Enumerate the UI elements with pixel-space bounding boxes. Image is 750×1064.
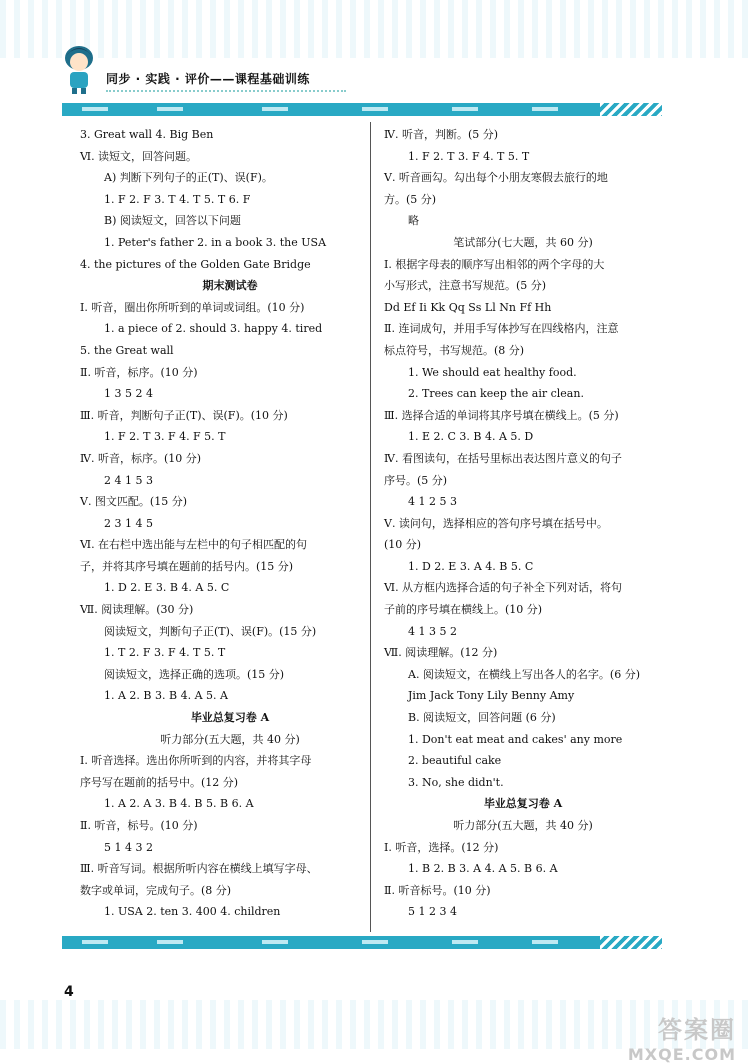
answer-line: 1. E 2. C 3. B 4. A 5. D — [408, 430, 534, 444]
band-tick — [362, 940, 388, 944]
answer-line: 听力部分(五大题，共 40 分) — [453, 819, 593, 832]
band-tick — [157, 107, 183, 111]
watermark — [628, 1010, 736, 1064]
answer-line: Ⅳ. 听音，判断。(5 分) — [384, 128, 499, 141]
answer-line: Dd Ef Ii Kk Qq Ss Ll Nn Ff Hh — [384, 300, 552, 314]
answer-line: 1 3 5 2 4 — [104, 387, 153, 401]
answer-line: Ⅵ. 从方框内选择合适的句子补全下列对话，将句 — [384, 581, 623, 595]
answer-line: Ⅴ. 图文匹配。(15 分) — [80, 495, 188, 509]
answer-line: Ⅱ. 听音，标序。(10 分) — [80, 365, 198, 379]
answer-line: 1. A 2. B 3. B 4. A 5. A — [104, 689, 228, 703]
answer-line: 1. B 2. B 3. A 4. A 5. B 6. A — [408, 862, 558, 876]
answer-line: 1. F 2. F 3. T 4. T 5. T 6. F — [104, 192, 251, 206]
answer-line: 2 3 1 4 5 — [104, 516, 153, 530]
answer-line: 1. T 2. F 3. F 4. T 5. T — [104, 646, 226, 660]
answer-line: Ⅳ. 听音，标序。(10 分) — [80, 451, 202, 465]
band-tick — [82, 107, 108, 111]
answer-line: Ⅳ. 看图读句，在括号里标出表达图片意义的句子 — [384, 451, 622, 465]
answer-line: 4. the pictures of the Golden Gate Bridge — [80, 257, 311, 271]
answer-line: 1. USA 2. ten 3. 400 4. children — [104, 905, 281, 919]
answer-line: B) 阅读短文，回答以下问题 — [104, 214, 241, 228]
band-tick — [452, 940, 478, 944]
answer-line: Ⅶ. 阅读理解。(12 分) — [384, 646, 498, 660]
answer-line: 1. F 2. T 3. F 4. F 5. T — [104, 430, 226, 444]
answer-line: 毕业总复习卷 A — [483, 797, 563, 811]
answer-line: 小写形式，注意书写规范。(5 分) — [384, 279, 547, 293]
answer-line: A) 判断下列句子的正(T)、误(F)。 — [104, 171, 273, 185]
answer-line: 标点符号，书写规范。(8 分) — [384, 343, 525, 357]
band-tick — [452, 107, 478, 111]
answer-line: 4 1 3 5 2 — [408, 624, 457, 638]
answer-line: A. 阅读短文，在横线上写出各人的名字。(6 分) — [408, 667, 641, 681]
answer-line: 阅读短文，选择正确的选项。(15 分) — [104, 667, 285, 681]
answer-line: Ⅰ. 根据字母表的顺序写出相邻的两个字母的大 — [384, 257, 605, 271]
top-band — [62, 103, 662, 116]
answer-line: 3. Great wall 4. Big Ben — [80, 128, 214, 141]
band-tick — [157, 940, 183, 944]
answer-line: 1. A 2. A 3. B 4. B 5. B 6. A — [104, 797, 254, 811]
band-tick — [262, 940, 288, 944]
answer-line: 阅读短文，判断句子正(T)、误(F)。(15 分) — [104, 624, 317, 638]
top-decoration — [0, 0, 750, 58]
answer-line: 5. the Great wall — [80, 343, 174, 357]
answer-line: 1. Peter's father 2. in a book 3. the USA — [104, 235, 327, 249]
answer-line: 1. D 2. E 3. A 4. B 5. C — [408, 559, 534, 573]
answer-line: 1. D 2. E 3. B 4. A 5. C — [104, 581, 230, 595]
answer-line: 子，并将其序号填在题前的括号内。(15 分) — [80, 559, 294, 573]
left-column — [80, 124, 380, 923]
answer-line: 期末测试卷 — [202, 279, 258, 293]
answer-line: 笔试部分(七大题，共 60 分) — [453, 235, 593, 249]
band-stripes — [600, 103, 662, 116]
band-stripes — [600, 936, 662, 949]
band-tick — [532, 107, 558, 111]
answer-line: Ⅴ. 读问句，选择相应的答句序号填在括号中。 — [384, 516, 608, 530]
answer-line: Ⅰ. 听音，选择。(12 分) — [384, 840, 499, 854]
watermark-url: MXQE.COM — [627, 1045, 736, 1064]
band-tick — [362, 107, 388, 111]
answer-line: 5 1 2 3 4 — [408, 905, 457, 919]
answer-line: 2. beautiful cake — [408, 754, 502, 768]
answer-line: 听力部分(五大题，共 40 分) — [160, 732, 300, 746]
answer-line: 3. No, she didn't. — [408, 775, 504, 789]
answer-line: 1. F 2. T 3. F 4. T 5. T — [408, 149, 530, 163]
answer-line: 2 4 1 5 3 — [104, 473, 153, 487]
answer-line: Ⅵ. 读短文，回答问题。 — [80, 149, 198, 163]
answer-line: Ⅰ. 听音，圈出你所听到的单词或词组。(10 分) — [80, 300, 305, 314]
answer-line: 序号写在题前的括号中。(12 分) — [80, 775, 239, 789]
band-tick — [262, 107, 288, 111]
mascot-icon — [58, 42, 100, 94]
answer-line: Ⅲ. 听音写词。根据所听内容在横线上填写字母、 — [80, 862, 318, 876]
answer-line: 序号。(5 分) — [384, 473, 448, 487]
answer-line: B. 阅读短文，回答问题 (6 分) — [408, 711, 556, 725]
answer-line: 1. Don't eat meat and cakes' any more — [408, 732, 623, 746]
answer-line: Ⅰ. 听音选择。选出你所听到的内容，并将其字母 — [80, 754, 312, 768]
answer-line: 毕业总复习卷 A — [190, 711, 270, 725]
bottom-band — [62, 936, 662, 949]
answer-line: 5 1 4 3 2 — [104, 840, 153, 854]
answer-line: Jim Jack Tony Lily Benny Amy — [408, 689, 575, 703]
answer-line: 1. a piece of 2. should 3. happy 4. tired — [104, 322, 323, 336]
answer-line: Ⅵ. 在右栏中选出能与左栏中的句子相匹配的句 — [80, 538, 308, 552]
answer-line: Ⅱ. 听音标号。(10 分) — [384, 883, 491, 897]
answer-line: (10 分) — [384, 538, 422, 552]
header-title: 同步 · 实践 · 评价——课程基础训练 — [106, 72, 310, 86]
answer-line: Ⅱ. 连词成句，并用手写体抄写在四线格内，注意 — [384, 322, 619, 336]
answer-line: 2. Trees can keep the air clean. — [408, 387, 584, 401]
right-column — [384, 124, 662, 923]
answer-line: 子前的序号填在横线上。(10 分) — [384, 603, 543, 617]
header-divider — [106, 90, 346, 92]
answer-line: 数字或单词，完成句子。(8 分) — [80, 883, 232, 897]
answer-line: Ⅶ. 阅读理解。(30 分) — [80, 603, 194, 617]
band-tick — [82, 940, 108, 944]
answer-line: 方。(5 分) — [384, 192, 437, 206]
answer-line: Ⅴ. 听音画勾。勾出每个小朋友寒假去旅行的地 — [384, 171, 608, 185]
answer-line: Ⅲ. 听音，判断句子正(T)、误(F)。(10 分) — [80, 408, 288, 422]
watermark-logo: 答案圈 — [658, 1016, 736, 1044]
answer-line: 1. We should eat healthy food. — [408, 365, 577, 379]
answer-line: 略 — [408, 214, 419, 228]
answer-line: Ⅲ. 选择合适的单词将其序号填在横线上。(5 分) — [384, 408, 619, 422]
band-tick — [532, 940, 558, 944]
answer-line: Ⅱ. 听音，标号。(10 分) — [80, 819, 198, 832]
answer-line: 4 1 2 5 3 — [408, 495, 457, 509]
page-number: 4 — [64, 984, 74, 1000]
